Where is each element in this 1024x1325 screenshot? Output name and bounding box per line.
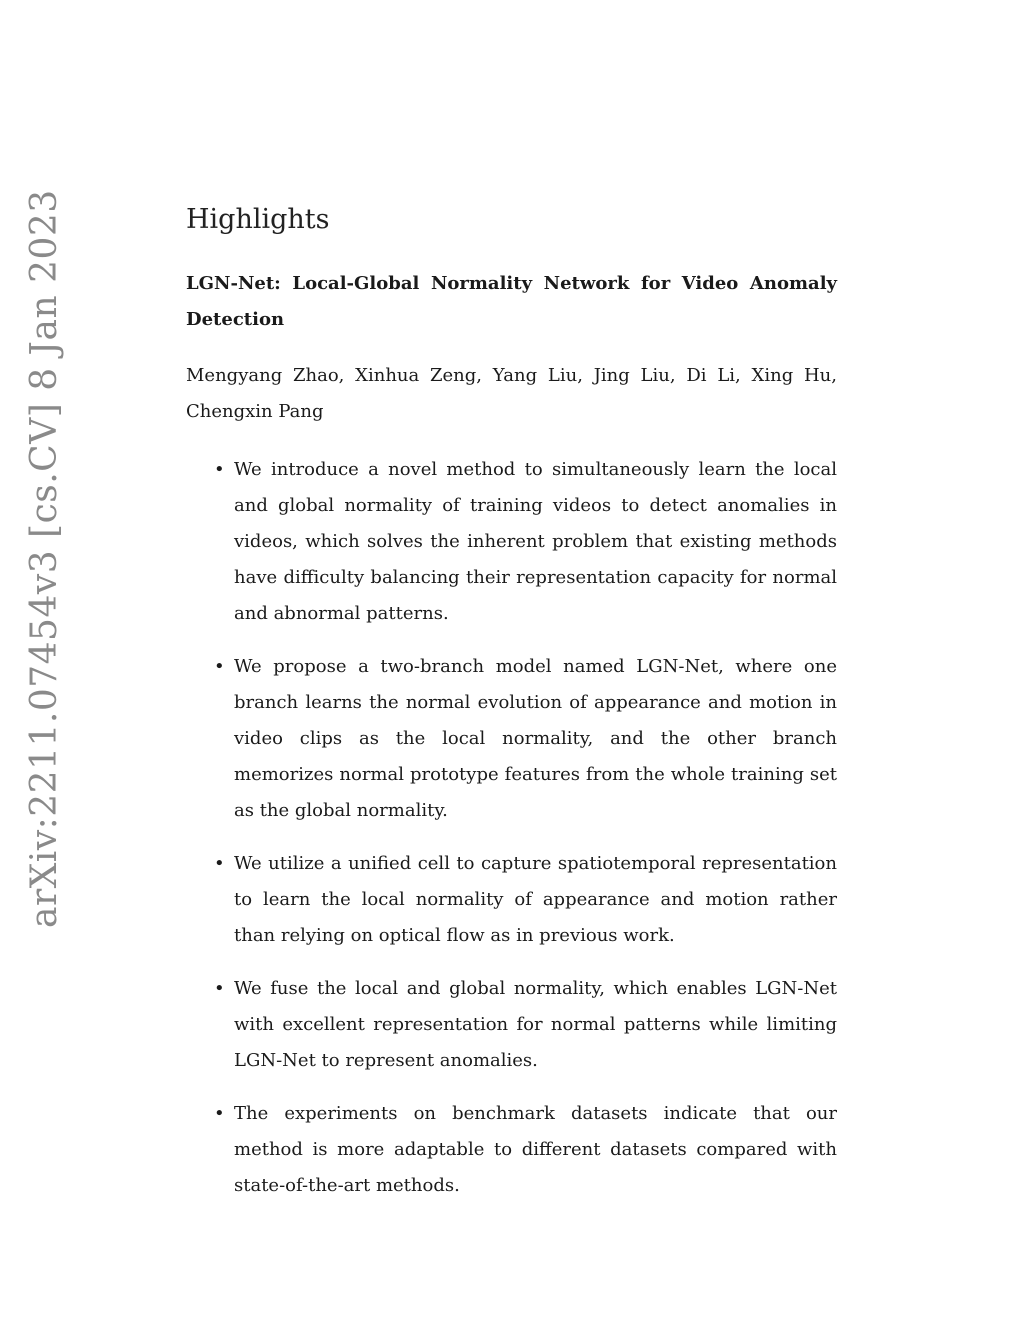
bullet-icon: •	[214, 1103, 225, 1124]
highlight-text: We utilize a unified cell to capture spatiotemporal representation to learn the local normality of appearance and motion rather than relying on optical flow as in previous work.	[234, 853, 837, 946]
page-content	[186, 200, 837, 1221]
paper-title: LGN-Net: Local-Global Normality Network for Video Anomaly Detection	[186, 273, 837, 330]
highlight-item	[186, 452, 837, 632]
highlight-text: We introduce a novel method to simultaneously learn the local and global normality of training videos to detect anomalies in videos, which solves the inherent problem that existing methods have difficulty balancing their representation capacity for normal and abnormal patterns.	[234, 459, 837, 624]
highlight-item	[186, 846, 837, 954]
bullet-icon: •	[214, 978, 225, 999]
highlight-item	[186, 1096, 837, 1204]
highlight-text: The experiments on benchmark datasets indicate that our method is more adaptable to different datasets compared with state-of-the-art methods.	[234, 1103, 837, 1196]
section-heading: Highlights	[186, 204, 330, 235]
author-list: Mengyang Zhao, Xinhua Zeng, Yang Liu, Jing Liu, Di Li, Xing Hu, Chengxin Pang	[186, 365, 837, 422]
highlight-text: We propose a two-branch model named LGN-Net, where one branch learns the normal evolution of appearance and motion in video clips as the local normality, and the other branch memorizes normal prototype features from the whole training set as the global normality.	[234, 656, 837, 821]
bullet-icon: •	[214, 459, 225, 480]
highlight-text: We fuse the local and global normality, which enables LGN-Net with excellent representation for normal patterns while limiting LGN-Net to represent anomalies.	[234, 978, 837, 1071]
bullet-icon: •	[214, 656, 225, 677]
bullet-icon: •	[214, 853, 225, 874]
arxiv-stamp: arXiv:2211.07454v3 [cs.CV] 8 Jan 2023	[24, 189, 65, 928]
highlights-list	[186, 452, 837, 1204]
highlight-item	[186, 971, 837, 1079]
highlight-item	[186, 649, 837, 829]
